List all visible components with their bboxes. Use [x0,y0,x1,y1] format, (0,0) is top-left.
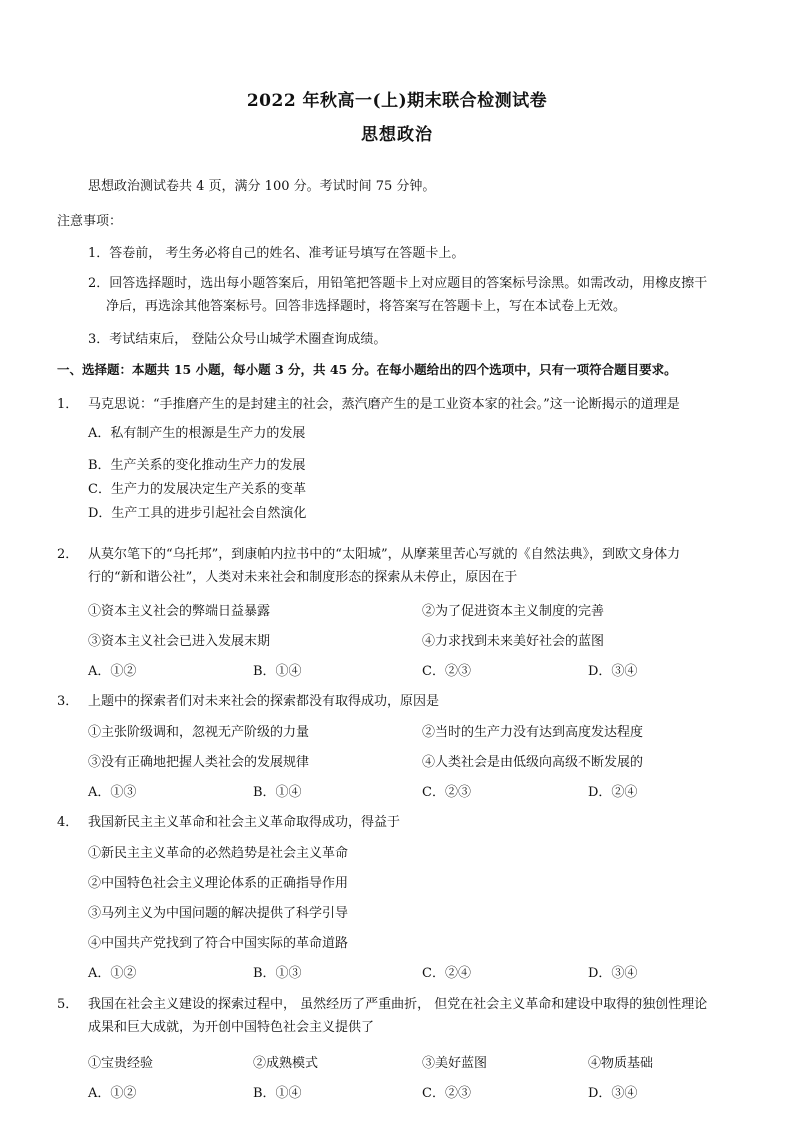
answer-option: B．①④ [253,785,302,800]
question-text: 从莫尔笔下的“乌托邦”，到康帕内拉书中的“太阳城”，从摩莱里苦心写就的《自然法典》，到欧文身体力 [88,547,681,562]
statement-choice: ①主张阶级调和，忽视无产阶级的力量 [88,725,310,740]
statement-choice: ②当时的生产力没有达到高度发达程度 [422,725,644,740]
statement-choice: ④人类社会是由低级向高级不断发展的 [422,755,644,770]
statement-choice: ②成熟模式 [253,1056,319,1071]
answer-option: D．生产工具的进步引起社会自然演化 [88,506,307,521]
question-number: 1． [57,397,79,412]
answer-option: A．①③ [88,785,137,800]
question-text-continued: 行的“新和谐公社”，人类对未来社会和制度形态的探索从未停止，原因在于 [88,570,518,585]
answer-option: B．①④ [253,1086,302,1101]
question-text: 我国在社会主义建设的探索过程中， 虽然经历了严重曲折， 但党在社会主义革命和建设中取得的独创性理论 [88,997,708,1012]
answer-option: A．①② [88,1086,137,1101]
statement-choice: ③资本主义社会已进入发展末期 [88,634,271,649]
notice-item: 2．回答选择题时，选出每小题答案后，用铅笔把答题卡上对应题目的答案标号涂黑。如需改动，用橡皮擦干 [88,276,708,291]
statement-choice: ④中国共产党找到了符合中国实际的革命道路 [88,936,349,951]
answer-option: D．②④ [588,785,638,800]
statement-choice: ③没有正确地把握人类社会的发展规律 [88,755,310,770]
statement-choice: ③马列主义为中国问题的解决提供了科学引导 [88,906,349,921]
statement-choice: ③美好蓝图 [422,1056,488,1071]
statement-choice: ②中国特色社会主义理论体系的正确指导作用 [88,876,349,891]
answer-option: D．③④ [588,966,638,981]
statement-choice: ①资本主义社会的弊端日益暴露 [88,604,271,619]
statement-choice: ④物质基础 [588,1056,654,1071]
question-text: 马克思说：“手推磨产生的是封建主的社会，蒸汽磨产生的是工业资本家的社会。”这一论断揭示的道理是 [88,397,680,412]
question-number: 4． [57,815,79,830]
page-subtitle: 思想政治 [361,125,433,145]
notice-heading: 注意事项： [57,214,123,229]
statement-choice: ①新民主主义革命的必然趋势是社会主义革命 [88,846,349,861]
notice-item: 1．答卷前， 考生务必将自己的姓名、准考证号填写在答题卡上。 [88,246,465,261]
question-number: 2． [57,547,79,562]
answer-option: C．②④ [422,966,471,981]
answer-option: A．①② [88,664,137,679]
page-title: 2022 年秋高一(上)期末联合检测试卷 [246,91,548,111]
answer-option: A．①② [88,966,137,981]
exam-intro: 思想政治测试卷共 4 页，满分 100 分。考试时间 75 分钟。 [88,179,436,194]
answer-option: B．①④ [253,664,302,679]
notice-item-continued: 净后，再选涂其他答案标号。回答非选择题时，将答案写在答题卡上，写在本试卷上无效。 [106,299,627,314]
answer-option: D．③④ [588,1086,638,1101]
statement-choice: ②为了促进资本主义制度的完善 [422,604,605,619]
answer-option: C．②③ [422,1086,471,1101]
question-text: 上题中的探索者们对未来社会的探索都没有取得成功，原因是 [88,694,440,709]
answer-option: C．生产力的发展决定生产关系的变革 [88,482,306,497]
notice-item: 3．考试结束后， 登陆公众号山城学术圈查询成绩。 [88,332,387,347]
answer-option: C．②③ [422,664,471,679]
answer-option: A．私有制产生的根源是生产力的发展 [88,426,306,441]
statement-choice: ①宝贵经验 [88,1056,154,1071]
answer-option: B．生产关系的变化推动生产力的发展 [88,458,306,473]
statement-choice: ④力求找到未来美好社会的蓝图 [422,634,605,649]
question-number: 5． [57,997,79,1012]
answer-option: D．③④ [588,664,638,679]
question-text-continued: 成果和巨大成就，为开创中国特色社会主义提供了 [88,1020,375,1035]
question-number: 3． [57,694,79,709]
question-text: 我国新民主主义革命和社会主义革命取得成功，得益于 [88,815,401,830]
answer-option: B．①③ [253,966,302,981]
section-heading: 一、选择题：本题共 15 小题，每小题 3 分，共 45 分。在每小题给出的四个选项中，只有一项符合题目要求。 [57,362,677,377]
answer-option: C．②③ [422,785,471,800]
